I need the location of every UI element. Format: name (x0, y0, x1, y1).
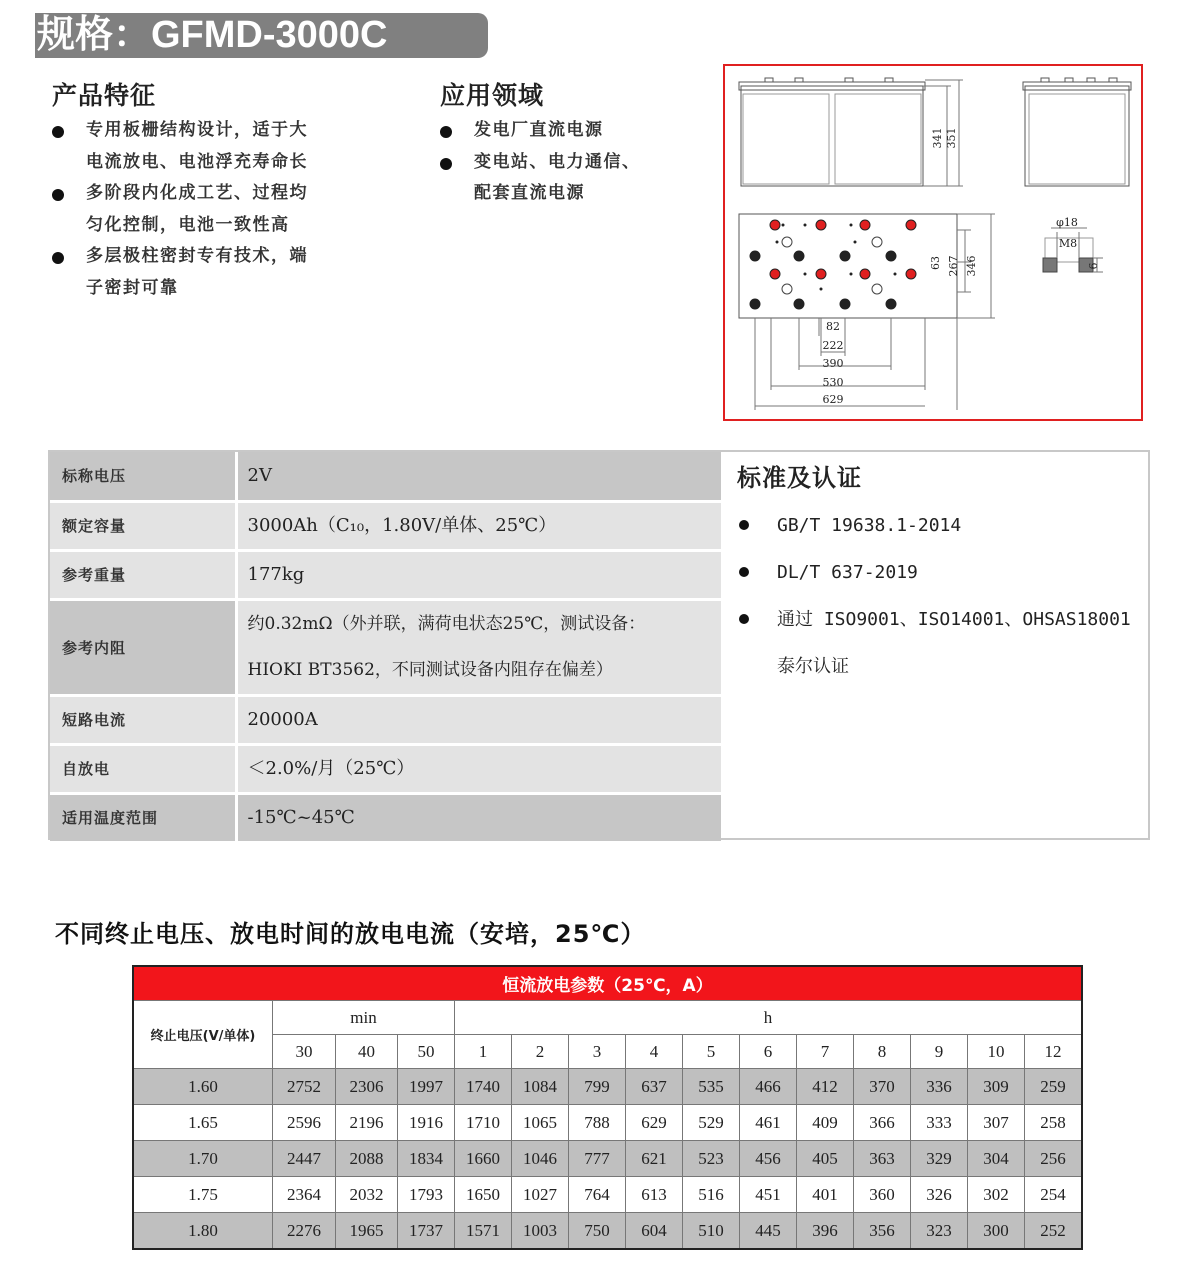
spec-row (50, 550, 721, 599)
current-cell: 1065 (512, 1105, 569, 1141)
current-cell: 307 (968, 1105, 1025, 1141)
dim-341: 341 (931, 127, 944, 149)
current-cell: 370 (854, 1069, 911, 1105)
group-h-header: h (455, 1001, 1083, 1035)
bullet-icon (52, 126, 64, 138)
dim-63: 63 (929, 256, 942, 270)
current-cell: 2306 (336, 1069, 398, 1105)
bullet-icon (739, 567, 749, 577)
current-cell: 2364 (273, 1177, 336, 1213)
features-heading: 产品特征 (52, 81, 157, 110)
current-cell: 1740 (455, 1069, 512, 1105)
discharge-caption-row (133, 966, 1082, 1001)
dim-phi18: φ18 (1056, 216, 1078, 229)
feature-item: 专用板栅结构设计，适于大 电流放电、电池浮充寿命长 (52, 115, 412, 178)
current-cell: 259 (1025, 1069, 1083, 1105)
application-item: 发电厂直流电源 (440, 115, 710, 147)
current-cell: 2276 (273, 1213, 336, 1250)
application-item: 变电站、电力通信、 配套直流电源 (440, 147, 710, 210)
current-cell: 466 (740, 1069, 797, 1105)
applications-heading: 应用领域 (440, 81, 545, 110)
spec-value: 3000Ah（C₁₀，1.80V/单体、25℃） (236, 501, 721, 550)
current-cell: 456 (740, 1141, 797, 1177)
spec-row (50, 599, 721, 695)
spec-section (48, 450, 1150, 840)
bullet-icon (739, 520, 749, 530)
current-cell: 2752 (273, 1069, 336, 1105)
spec-value: 2V (236, 452, 721, 501)
dim-6: 6 (1087, 262, 1100, 270)
current-cell: 356 (854, 1213, 911, 1250)
current-cell: 409 (797, 1105, 854, 1141)
feature-item: 多阶段内化成工艺、过程均 匀化控制，电池一致性高 (52, 178, 412, 241)
column-header: 12 (1025, 1035, 1083, 1069)
column-header: 2 (512, 1035, 569, 1069)
current-cell: 2088 (336, 1141, 398, 1177)
current-cell: 1027 (512, 1177, 569, 1213)
features-list (52, 115, 412, 304)
column-header: 30 (273, 1035, 336, 1069)
discharge-column-row (133, 1035, 1082, 1069)
current-cell: 300 (968, 1213, 1025, 1250)
spec-label: 参考重量 (50, 550, 236, 599)
discharge-row (133, 1177, 1082, 1213)
current-cell: 799 (569, 1069, 626, 1105)
voltage-cell: 1.80 (133, 1213, 273, 1250)
current-cell: 256 (1025, 1141, 1083, 1177)
current-cell: 777 (569, 1141, 626, 1177)
current-cell: 401 (797, 1177, 854, 1213)
drawing-svg (725, 66, 1141, 419)
bullet-icon (440, 158, 452, 170)
spec-value: ＜2.0%/月（25℃） (236, 744, 721, 793)
current-cell: 323 (911, 1213, 968, 1250)
current-cell: 252 (1025, 1213, 1083, 1250)
column-header: 50 (398, 1035, 455, 1069)
voltage-cell: 1.70 (133, 1141, 273, 1177)
standard-item: GB/T 19638.1-2014 (737, 502, 1147, 549)
applications-list (440, 115, 710, 210)
current-cell: 604 (626, 1213, 683, 1250)
current-cell: 304 (968, 1141, 1025, 1177)
bullet-icon (440, 126, 452, 138)
current-cell: 1965 (336, 1213, 398, 1250)
current-cell: 254 (1025, 1177, 1083, 1213)
current-cell: 1660 (455, 1141, 512, 1177)
spec-value: 20000A (236, 695, 721, 744)
current-cell: 360 (854, 1177, 911, 1213)
spec-label: 短路电流 (50, 695, 236, 744)
current-cell: 302 (968, 1177, 1025, 1213)
discharge-row (133, 1105, 1082, 1141)
current-cell: 1997 (398, 1069, 455, 1105)
column-header: 10 (968, 1035, 1025, 1069)
voltage-cell: 1.65 (133, 1105, 273, 1141)
discharge-body (133, 1069, 1082, 1250)
spec-row (50, 452, 721, 501)
standard-item: 通过 ISO9001、ISO14001、OHSAS18001 泰尔认证 (737, 596, 1147, 690)
column-header: 5 (683, 1035, 740, 1069)
spec-label: 标称电压 (50, 452, 236, 501)
bullet-icon (52, 252, 64, 264)
spec-label: 自放电 (50, 744, 236, 793)
column-header: 6 (740, 1035, 797, 1069)
current-cell: 1710 (455, 1105, 512, 1141)
dim-222: 222 (822, 339, 844, 352)
voltage-cell: 1.75 (133, 1177, 273, 1213)
spec-value: 177kg (236, 550, 721, 599)
current-cell: 1737 (398, 1213, 455, 1250)
discharge-row (133, 1141, 1082, 1177)
discharge-heading: 不同终止电压、放电时间的放电电流（安培，25℃） (55, 920, 646, 948)
column-header: 4 (626, 1035, 683, 1069)
current-cell: 1046 (512, 1141, 569, 1177)
battery-dimension-drawing (723, 64, 1143, 421)
spec-title: 规格：GFMD-3000C (37, 14, 388, 56)
spec-row (50, 501, 721, 550)
column-header: 40 (336, 1035, 398, 1069)
current-cell: 363 (854, 1141, 911, 1177)
current-cell: 405 (797, 1141, 854, 1177)
current-cell: 412 (797, 1069, 854, 1105)
voltage-header: 终止电压(V/单体) (133, 1001, 273, 1069)
dim-267: 267 (947, 255, 960, 277)
current-cell: 764 (569, 1177, 626, 1213)
current-cell: 1834 (398, 1141, 455, 1177)
current-cell: 613 (626, 1177, 683, 1213)
current-cell: 516 (683, 1177, 740, 1213)
spec-row (50, 695, 721, 744)
standards-list (737, 502, 1147, 690)
current-cell: 523 (683, 1141, 740, 1177)
current-cell: 637 (626, 1069, 683, 1105)
discharge-caption: 恒流放电参数（25℃，A） (133, 966, 1082, 1001)
column-header: 1 (455, 1035, 512, 1069)
current-cell: 326 (911, 1177, 968, 1213)
discharge-row (133, 1069, 1082, 1105)
feature-item: 多层极柱密封专有技术，端 子密封可靠 (52, 241, 412, 304)
current-cell: 529 (683, 1105, 740, 1141)
spec-title-bar (35, 13, 488, 58)
dim-351: 351 (945, 127, 958, 149)
dim-82: 82 (826, 320, 840, 333)
current-cell: 1571 (455, 1213, 512, 1250)
current-cell: 366 (854, 1105, 911, 1141)
current-cell: 336 (911, 1069, 968, 1105)
current-cell: 788 (569, 1105, 626, 1141)
current-cell: 1650 (455, 1177, 512, 1213)
current-cell: 510 (683, 1213, 740, 1250)
current-cell: 750 (569, 1213, 626, 1250)
dim-m8: M8 (1058, 237, 1078, 250)
standard-item: DL/T 637-2019 (737, 549, 1147, 596)
current-cell: 333 (911, 1105, 968, 1141)
current-cell: 629 (626, 1105, 683, 1141)
current-cell: 445 (740, 1213, 797, 1250)
current-cell: 451 (740, 1177, 797, 1213)
spec-label: 参考内阻 (50, 599, 236, 695)
spec-value: -15℃~45℃ (236, 793, 721, 842)
current-cell: 258 (1025, 1105, 1083, 1141)
current-cell: 1003 (512, 1213, 569, 1250)
current-cell: 1916 (398, 1105, 455, 1141)
column-header: 7 (797, 1035, 854, 1069)
current-cell: 309 (968, 1069, 1025, 1105)
current-cell: 621 (626, 1141, 683, 1177)
discharge-table (132, 965, 1083, 1250)
spec-label: 额定容量 (50, 501, 236, 550)
column-header: 3 (569, 1035, 626, 1069)
column-header: 8 (854, 1035, 911, 1069)
standards-title: 标准及认证 (737, 464, 862, 492)
spec-row (50, 793, 721, 842)
current-cell: 535 (683, 1069, 740, 1105)
dim-390: 390 (822, 357, 844, 370)
current-cell: 1084 (512, 1069, 569, 1105)
current-cell: 2447 (273, 1141, 336, 1177)
group-min-header: min (273, 1001, 455, 1035)
discharge-row (133, 1213, 1082, 1250)
discharge-group-row (133, 1001, 1082, 1035)
current-cell: 2596 (273, 1105, 336, 1141)
spec-label: 适用温度范围 (50, 793, 236, 842)
current-cell: 2196 (336, 1105, 398, 1141)
dim-530: 530 (822, 376, 844, 389)
column-header: 9 (911, 1035, 968, 1069)
bullet-icon (52, 189, 64, 201)
current-cell: 461 (740, 1105, 797, 1141)
voltage-cell: 1.60 (133, 1069, 273, 1105)
current-cell: 2032 (336, 1177, 398, 1213)
spec-row (50, 744, 721, 793)
current-cell: 396 (797, 1213, 854, 1250)
standards-panel (725, 452, 1148, 838)
current-cell: 1793 (398, 1177, 455, 1213)
spec-value: 约0.32mΩ（外并联，满荷电状态25℃，测试设备： HIOKI BT3562，不同测试设备内阻存在偏差） (236, 599, 721, 695)
spec-table (50, 452, 721, 844)
dim-346: 346 (965, 255, 978, 277)
dim-629: 629 (822, 393, 844, 406)
bullet-icon (739, 614, 749, 624)
current-cell: 329 (911, 1141, 968, 1177)
